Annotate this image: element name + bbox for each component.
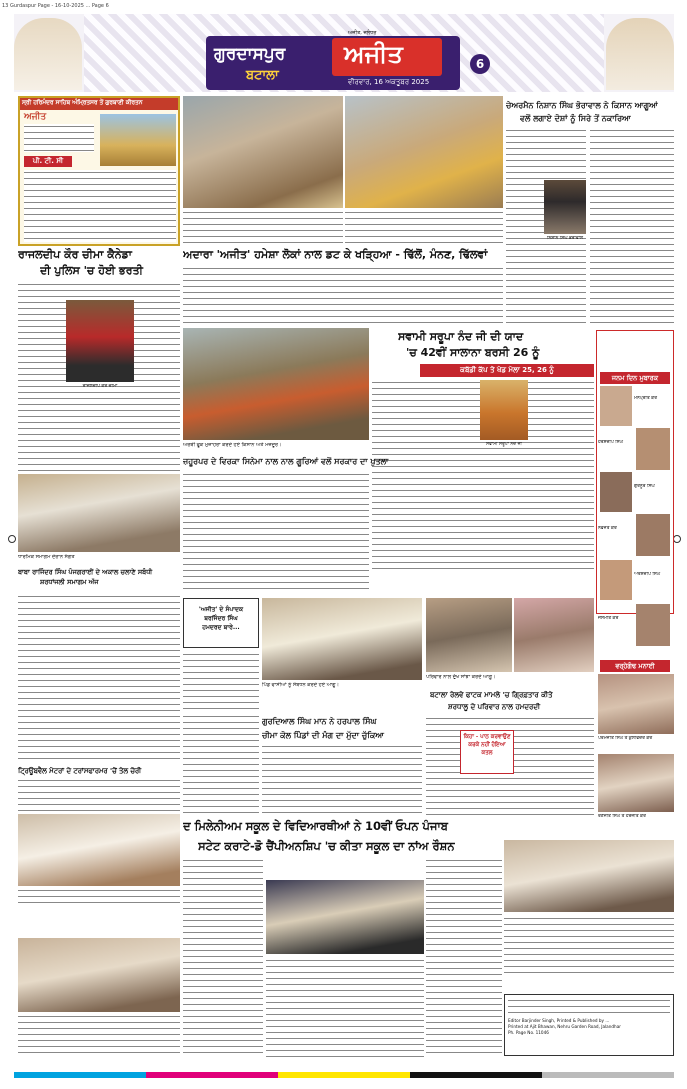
baba-headline-2: ਸ਼ਰਧਾਂਜਲੀ ਸਮਾਗਮ ਅੱਜ [40, 578, 99, 586]
birthday-name-5: ਅਰਸ਼ਦੀਪ ਸਿੰਘ [634, 572, 661, 577]
imprint-line-1: Editor Barjinder Singh, Printed & Published by ... [508, 1018, 610, 1023]
masthead-brand-small: ਅਜੀਤ, ਜਲੰਧਰ [348, 30, 377, 36]
photo-ajit-event-right [345, 96, 503, 208]
family-quote-box [460, 730, 514, 774]
masthead-left-sub: ਬਟਾਲਾ [246, 68, 279, 83]
birthday-title: ਜਨਮ ਦਿਨ ਮੁਬਾਰਕ [600, 372, 670, 384]
protest-story-text [183, 472, 369, 592]
school-story-text-2 [266, 958, 424, 1058]
school-students-photo [266, 880, 424, 954]
color-bar [14, 1072, 674, 1078]
school-story-text [183, 858, 263, 1058]
birthday-photo-3 [600, 472, 632, 512]
mla-quote-line-1: 'ਅਜੀਤ' ਦੇ ਸੰਪਾਦਕ [198, 606, 244, 613]
birthday-name-2: ਹਰਸ਼ਦੀਪ ਸਿੰਘ [598, 440, 624, 445]
protest-caption: ਅਰਥੀ ਫੂਕ ਮੁਜ਼ਾਹਰਾ ਕਰਦੇ ਹੋਏ ਕਿਸਾਨ ਅਤੇ ਮਜ਼ਦੂਰ। [183, 442, 282, 448]
golden-temple-photo [100, 114, 176, 166]
right-top-portrait [544, 180, 586, 234]
baba-headline-1: ਬਾਬਾ ਰਾਜਿੰਦਰ ਸਿੰਘ ਪੰਜਗਰਾਈਂ ਦੇ ਅਕਾਲ ਚਲਾਣੇ ਸਬੰਧੀ [18, 568, 153, 576]
birthday-name-1: ਮਨਪ੍ਰੀਤ ਕੌਰ [634, 396, 657, 401]
top-left-box-text [24, 124, 94, 152]
traffic-story-text [18, 778, 180, 812]
birthday-photo-5 [600, 560, 632, 600]
mla-quote-box [183, 598, 259, 648]
top-left-box-body [24, 170, 176, 242]
baba-story-text [18, 594, 180, 762]
swami-caption: ਸਵਾਮੀ ਸਰੂਪਾ ਨੰਦ ਜੀ [486, 442, 522, 447]
gurdial-story-text [183, 714, 259, 818]
family-headline-2: ਸ਼ਰਧਾਲੂ ਦੇ ਪਰਿਵਾਰ ਨਾਲ ਹਮਦਰਦੀ [448, 703, 541, 711]
mla-quote-line-2: ਬਰਜਿੰਦਰ ਸਿੰਘ [204, 615, 238, 622]
page-number: 6 [470, 54, 490, 74]
anniversary-photo-2 [598, 754, 674, 812]
protest-photo [183, 328, 369, 440]
anniversary-title: ਵਰ੍ਹੇਗੰਢ ਮਨਾਈ [600, 660, 670, 672]
right-bottom-story-text [504, 916, 674, 976]
ajit-event-caption-right [345, 210, 503, 246]
anniversary-name-1: ਪਰਮਜੀਤ ਸਿੰਘ ਤੇ ਕੁਲਵਿੰਦਰ ਕੌਰ [598, 736, 653, 741]
family-quote: ਕਿਹਾ - ਪਾਠ ਕਰਵਾਉਣ ਕਰਕੇ ਨਹੀਂ ਹੋਇਆ ਕਤਲ [463, 734, 511, 756]
mla-meeting-photo [262, 598, 422, 680]
right-top-headline-1: ਚੇਅਰਮੈਨ ਨਿਸ਼ਾਨ ਸਿੰਘ ਭੋਰਾਵਾਲ ਨੇ ਕਿਸਾਨ ਆਗੂਆਂ [506, 101, 658, 110]
imprint-line-2: Printed at Ajit Bhawan, Nehru Garden Road, Jalandhar [508, 1024, 622, 1029]
right-top-headline-2: ਵਲੋਂ ਲਗਾਏ ਦੋਸ਼ਾਂ ਨੂੰ ਸਿਰੇ ਤੋਂ ਨਕਾਰਿਆ [520, 114, 631, 123]
birthday-name-3: ਗੁਰਨੂਰ ਸਿੰਘ [634, 484, 655, 489]
mla-quote-line-3: ਹਮਦਰਦ ਬਾਰੇ... [202, 624, 240, 631]
protest-bottom-photo [18, 938, 180, 1012]
gurdial-headline-1: ਗੁਰਦਿਆਲ ਸਿੰਘ ਮਾਨ ਨੇ ਹਰਪਾਲ ਸਿੰਘ [262, 717, 377, 726]
temple-image-left [14, 18, 82, 90]
swami-photo [480, 380, 528, 440]
registration-mark [8, 535, 16, 543]
gurdial-headline-2: ਚੀਮਾ ਕੋਲ ਪਿੰਡਾਂ ਦੀ ਮੰਗ ਦਾ ਮੁੱਦਾ ਚੁੱਕਿਆ [262, 731, 385, 740]
print-line: 13 Gurdaspur Page - 16-10-2025 ... Page 6 [2, 3, 109, 9]
mla-story-text [183, 652, 259, 710]
photo-ajit-event-left [183, 96, 343, 208]
award-caption [18, 888, 180, 908]
masthead [14, 14, 674, 92]
imprint-line-3: Ph. Page No. 11046 [508, 1030, 549, 1035]
main-headline: ਅਦਾਰਾ 'ਅਜੀਤ' ਹਮੇਸ਼ਾ ਲੋਕਾਂ ਨਾਲ ਡਟ ਕੇ ਖੜ੍ਹਿਆ - ਢਿੱਲੋਂ, ਮੰਨਣ, ਢਿੱਲਵਾਂ [183, 248, 488, 261]
baba-caption: ਧਾਰਮਿਕ ਸਮਾਗਮ ਦੌਰਾਨ ਸੰਗਤ [18, 554, 75, 560]
top-left-box [18, 96, 180, 246]
family-headline-1: ਬਟਾਲਾ ਰੇਲਵੇ ਫਾਟਕ ਮਾਮਲੇ 'ਚ ਗ੍ਰਿਫ਼ਤਾਰ ਕੀਤੇ [430, 691, 553, 699]
award-photo [18, 814, 180, 886]
protest-headline: ਜ਼ਹੂਰਪਰ ਦੇ ਵਿਰਕਾ ਸਿਨੇਮਾ ਨਾਲ ਨਾਲ ਗੂਰਿਆਂ ਵਲੋਂ ਸਰਕਾਰ ਦਾ ਪੁਤਲਾ [183, 457, 389, 466]
main-story-text [183, 266, 503, 324]
masthead-left-title: ਗੁਰਦਾਸਪੁਰ [214, 44, 286, 64]
protest-bottom-caption [18, 1014, 180, 1056]
ajit-event-caption-left [183, 210, 343, 246]
baba-gathering-photo [18, 474, 180, 552]
left-headline-2: ਦੀ ਪੁਲਿਸ 'ਚ ਹੋਈ ਭਰਤੀ [40, 264, 143, 277]
anniversary-photo-1 [598, 674, 674, 734]
top-left-box-logo: ਅਜੀਤ [24, 112, 47, 122]
swami-headline-2: 'ਚ 42ਵੀਂ ਸਾਲਾਨਾ ਬਰਸੀ 26 ਨੂੰ [406, 346, 540, 359]
anniversary-name-2: ਰਣਜੀਤ ਸਿੰਘ ਤੇ ਹਰਜੀਤ ਕੌਰ [598, 814, 646, 819]
imprint-box [504, 994, 674, 1056]
left-headline-1: ਰਾਜਲਦੀਪ ਕੌਰ ਚੀਮਾ ਕੈਨੇਡਾ [18, 248, 132, 261]
masthead-date: ਵੀਰਵਾਰ, 16 ਅਕਤੂਬਰ 2025 [348, 78, 430, 86]
school-headline-1: ਦ ਮਿਲੇਨੀਅਮ ਸਕੂਲ ਦੇ ਵਿਦਿਆਰਥੀਆਂ ਨੇ 10ਵੀਂ ਓਪਨ ਪੰਜਾਬ [183, 819, 448, 833]
school-award-photo-right [504, 840, 674, 912]
right-top-story-text-2 [590, 128, 674, 326]
school-headline-2: ਸਟੇਟ ਕਰਾਟੇ-ਡੋ ਚੈਂਪੀਅਨਸ਼ਿਪ 'ਚ ਕੀਤਾ ਸਕੂਲ ਦਾ ਨਾਂਅ ਰੌਸ਼ਨ [198, 839, 455, 853]
top-left-box-title: ਸ੍ਰੀ ਹਰਿਮੰਦਰ ਸਾਹਿਬ ਅੰਮ੍ਰਿਤਸਰ ਤੋਂ ਗੁਰਬਾਣੀ ਕੀਰਤਨ [20, 98, 178, 110]
mla-caption: ਪਿੰਡ ਵਾਸੀਆਂ ਨੂੰ ਸੰਬੋਧਨ ਕਰਦੇ ਹੋਏ ਆਗੂ। [262, 682, 339, 688]
top-left-box-tag: ਪੀ. ਟੀ. ਸੀ [24, 156, 72, 167]
birthday-name-4: ਨਵਜੋਤ ਕੌਰ [598, 526, 617, 531]
birthday-photo-4 [636, 514, 670, 556]
masthead-brand: ਅਜੀਤ [344, 40, 403, 68]
swami-subhead: ਕਬੱਡੀ ਕੱਪ ਤੇ ਖੇਡ ਮੇਲਾ 25, 26 ਨੂੰ [420, 364, 594, 377]
birthday-photo-1 [600, 386, 632, 426]
family-caption: ਪਰਿਵਾਰ ਨਾਲ ਦੁੱਖ ਸਾਂਝਾ ਕਰਦੇ ਆਗੂ। [426, 674, 496, 680]
traffic-headline: ਟ੍ਰਿਊਬਵੈਲ ਮੋਟਰਾਂ ਦੇ ਟਰਾਂਸਫਾਰਮਰ 'ਚੋਂ ਤੇਲ ਚੋਰੀ [18, 767, 142, 775]
rajaldeep-photo [66, 300, 134, 382]
birthday-name-6: ਜਸਮੀਤ ਕੌਰ [598, 616, 619, 621]
school-story-text-3 [426, 858, 502, 1058]
birthday-photo-6 [636, 604, 670, 646]
registration-mark [673, 535, 681, 543]
temple-image-right [606, 18, 674, 90]
gurdial-story-text-2 [262, 744, 422, 818]
swami-headline-1: ਸਵਾਮੀ ਸਰੂਪਾ ਨੰਦ ਜੀ ਦੀ ਯਾਦ [398, 330, 524, 343]
right-top-portrait-caption: ਨਿਸ਼ਾਨ ਸਿੰਘ ਭੋਰਾਵਾਲ [547, 236, 583, 241]
family-photo-1 [426, 598, 512, 672]
birthday-photo-2 [636, 428, 670, 470]
family-photo-2 [514, 598, 594, 672]
rajaldeep-caption: ਰਾਜਲਦੀਪ ਕੌਰ ਚੀਮਾ [82, 384, 118, 389]
